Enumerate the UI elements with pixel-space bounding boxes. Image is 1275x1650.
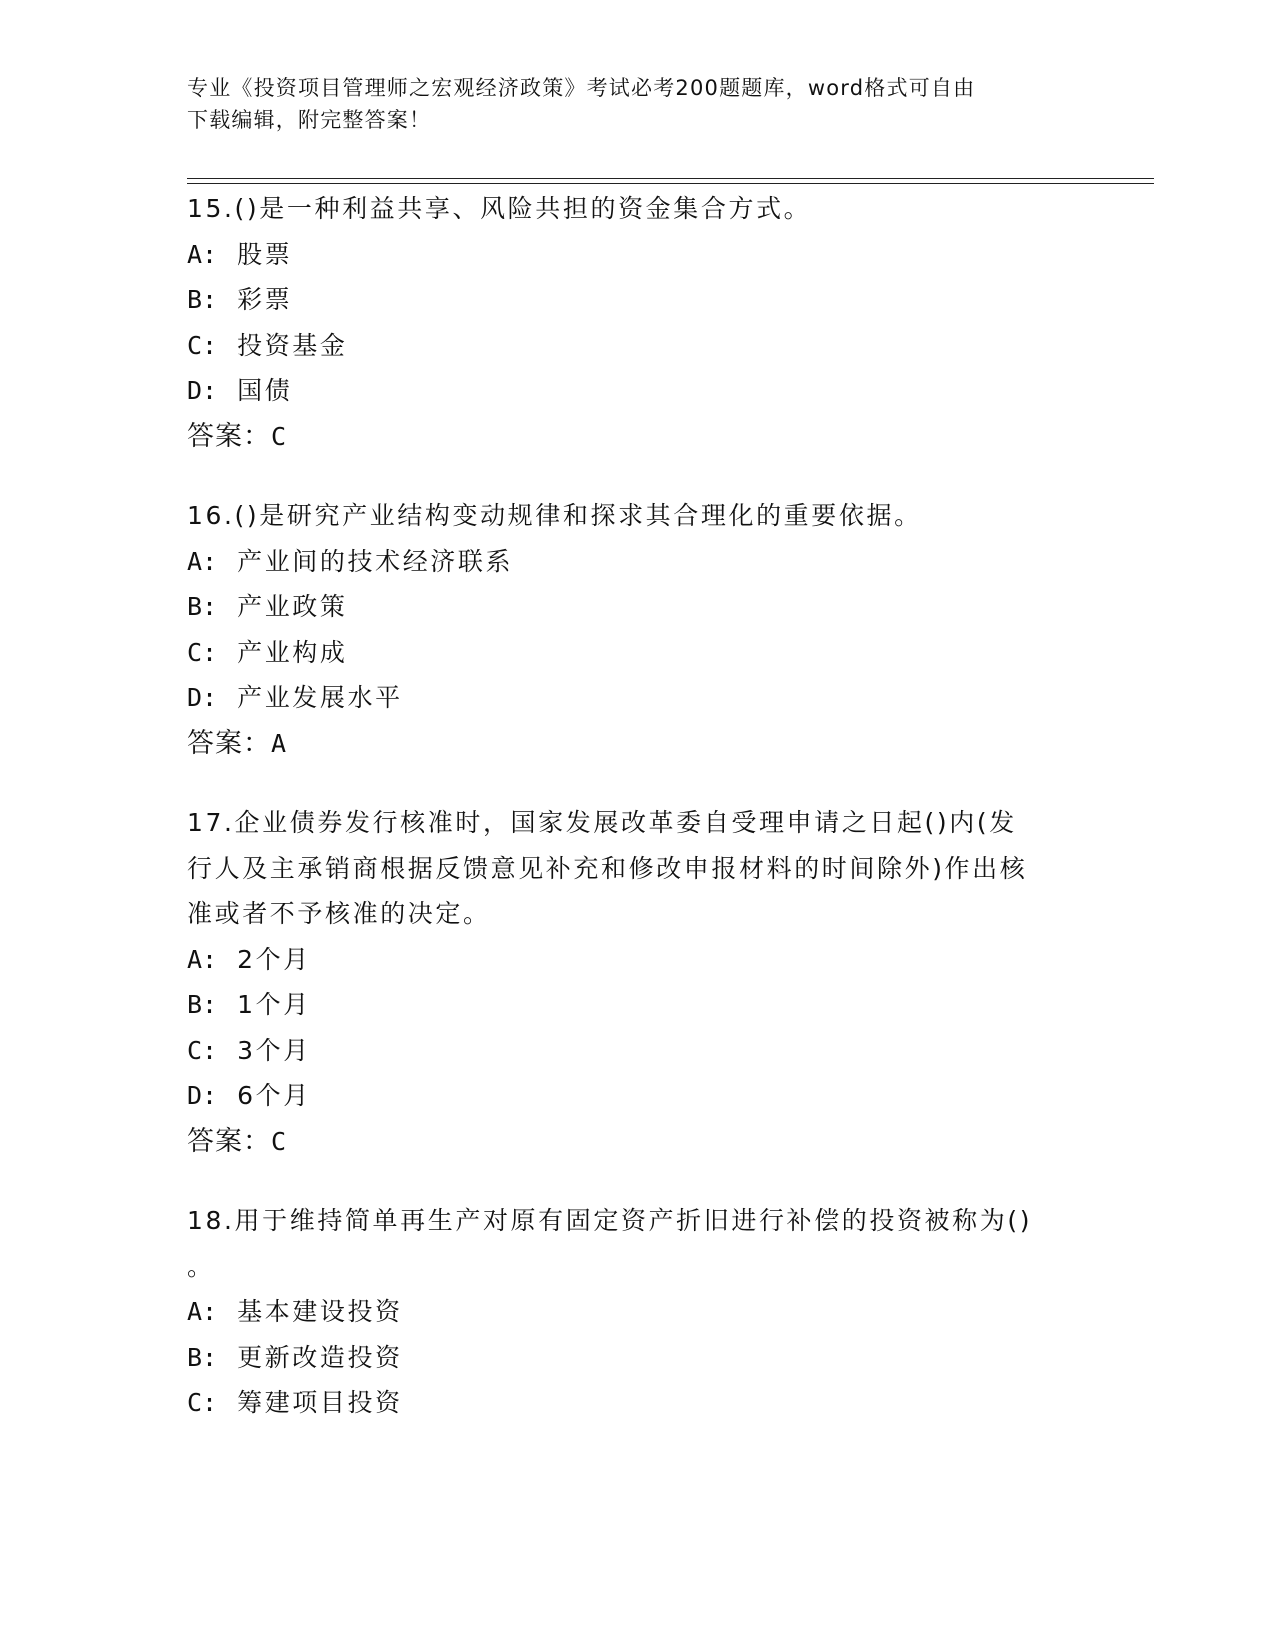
question-text: 。 [187, 1251, 215, 1281]
option-letter: A: [187, 1297, 218, 1326]
document-header [187, 72, 1067, 136]
answer-option [187, 584, 1087, 630]
option-letter: B: [187, 592, 218, 621]
question-block [187, 186, 1087, 459]
option-text: 1个月 [237, 990, 311, 1019]
header-divider-thick [187, 178, 1154, 179]
answer-option [187, 232, 1087, 278]
answer-option [187, 1335, 1087, 1381]
option-letter: A: [187, 239, 218, 269]
option-text: 产业政策 [237, 592, 348, 621]
option-text: 基本建设投资 [237, 1297, 403, 1326]
answer-option [187, 1380, 1087, 1426]
answer-key [187, 1119, 1087, 1165]
question-text: 准或者不予核准的决定。 [187, 899, 491, 928]
option-text: 3个月 [237, 1035, 311, 1065]
question-text: 16.()是研究产业结构变动规律和探求其合理化的重要依据。 [187, 501, 922, 530]
question-block [187, 800, 1087, 1164]
option-letter: C: [187, 1388, 218, 1417]
answer-label: 答案： [187, 727, 271, 759]
answer-value: A [271, 728, 288, 758]
answer-option [187, 368, 1087, 414]
question-text: 18.用于维持简单再生产对原有固定资产折旧进行补偿的投资被称为() [187, 1206, 1033, 1235]
option-text: 国债 [237, 376, 293, 405]
option-letter: B: [187, 990, 218, 1019]
answer-option [187, 539, 1087, 585]
answer-option [187, 937, 1087, 983]
answer-option [187, 630, 1087, 676]
option-letter: B: [187, 1342, 218, 1372]
header-line-1: 专业《投资项目管理师之宏观经济政策》考试必考200题题库，word格式可自由 [187, 76, 976, 100]
answer-value: C [271, 1126, 288, 1156]
option-letter: A: [187, 546, 218, 576]
option-text: 6个月 [237, 1081, 311, 1110]
option-letter: B: [187, 285, 218, 314]
header-divider-thin [187, 183, 1154, 184]
header-line-2: 下载编辑，附完整答案！ [187, 108, 432, 132]
question-text: 15.()是一种利益共享、风险共担的资金集合方式。 [187, 194, 812, 223]
option-text: 产业发展水平 [237, 683, 403, 712]
option-text: 更新改造投资 [237, 1342, 403, 1372]
option-text: 投资基金 [237, 330, 348, 360]
answer-key [187, 721, 1087, 767]
option-letter: D: [187, 376, 218, 405]
option-letter: C: [187, 1035, 218, 1065]
option-text: 产业间的技术经济联系 [237, 546, 514, 576]
answer-option [187, 323, 1087, 369]
answer-key [187, 414, 1087, 460]
option-letter: C: [187, 330, 218, 360]
answer-option [187, 675, 1087, 721]
option-text: 彩票 [237, 285, 293, 314]
question-block [187, 1198, 1087, 1426]
option-text: 筹建项目投资 [237, 1388, 403, 1417]
question-text: 17.企业债券发行核准时，国家发展改革委自受理申请之日起()内(发 [187, 808, 1017, 837]
answer-option [187, 982, 1087, 1028]
answer-option [187, 277, 1087, 323]
answer-label: 答案： [187, 420, 271, 452]
option-letter: D: [187, 683, 218, 712]
question-block [187, 493, 1087, 766]
option-text: 产业构成 [237, 637, 348, 667]
answer-value: C [271, 421, 288, 451]
answer-option [187, 1028, 1087, 1074]
option-letter: C: [187, 637, 218, 667]
answer-option [187, 1289, 1087, 1335]
question-list [187, 186, 1087, 1460]
option-letter: A: [187, 944, 218, 974]
question-text: 行人及主承销商根据反馈意见补充和修改申报材料的时间除外)作出核 [187, 853, 1028, 883]
option-text: 2个月 [237, 944, 311, 974]
option-letter: D: [187, 1081, 218, 1110]
answer-label: 答案： [187, 1125, 271, 1157]
answer-option [187, 1073, 1087, 1119]
option-text: 股票 [237, 239, 293, 269]
